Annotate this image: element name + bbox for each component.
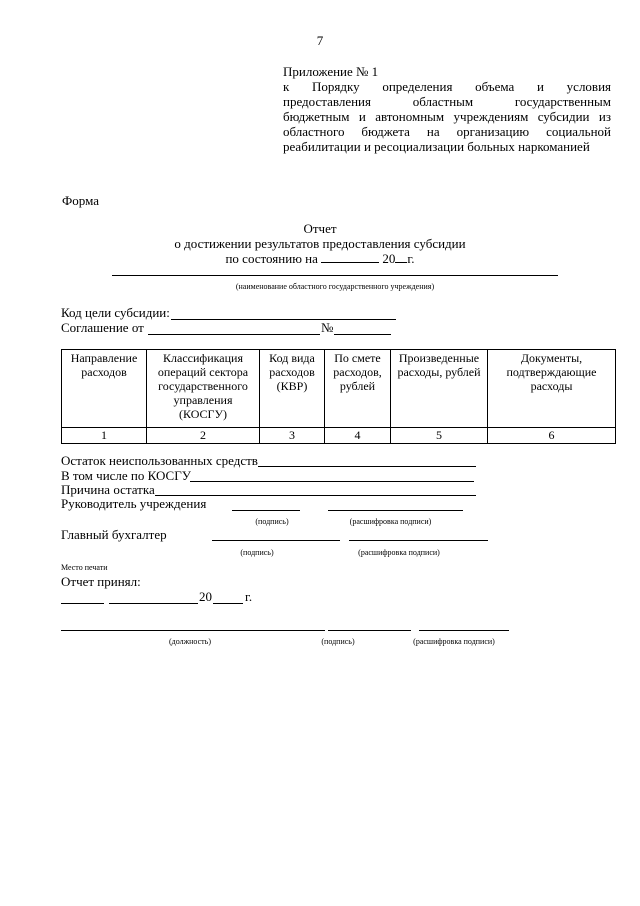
head-signature-caption: (подпись) bbox=[255, 517, 289, 526]
accepted-decryption-field[interactable] bbox=[419, 630, 509, 631]
number-cell: 6 bbox=[488, 428, 616, 444]
subsidy-goal-code-label: Код цели субсидии: bbox=[61, 305, 170, 320]
appendix-block bbox=[283, 64, 611, 154]
agreement-number-field[interactable] bbox=[334, 334, 391, 335]
report-title: Отчет bbox=[303, 221, 337, 236]
date-year-suffix: г. bbox=[407, 251, 415, 266]
accepted-signature-field[interactable] bbox=[328, 630, 411, 631]
header-cell: Произведенные расходы, рублей bbox=[391, 350, 488, 428]
accepted-month-field[interactable] bbox=[109, 603, 198, 604]
appendix-line: предоставления областным государственным bbox=[283, 94, 611, 109]
page-number: 7 bbox=[316, 33, 324, 48]
table-number-row bbox=[62, 428, 616, 444]
header-cell: Код вида расходов (КВР) bbox=[260, 350, 325, 428]
header-cell: Документы, подтверждающие расходы bbox=[488, 350, 616, 428]
institution-name-line[interactable] bbox=[112, 275, 558, 276]
header-cell: Классификация операций сектора государственного управления (КОСГУ) bbox=[147, 350, 260, 428]
date-prefix: по состоянию на bbox=[225, 251, 318, 266]
report-subtitle: о достижении результатов предоставления субсидии bbox=[174, 236, 466, 251]
header-cell: По смете расходов, рублей bbox=[325, 350, 391, 428]
accountant-signature-caption: (подпись) bbox=[240, 548, 274, 557]
accountant-decryption-field[interactable] bbox=[349, 540, 488, 541]
unused-balance-label: Остаток неиспользованных средств bbox=[61, 453, 258, 468]
agreement-from-label: Соглашение от bbox=[61, 320, 144, 335]
expenses-table bbox=[61, 349, 616, 444]
agreement-date-field[interactable] bbox=[148, 334, 320, 335]
appendix-line: бюджетным и автономным учреждениям субсидии из bbox=[283, 109, 611, 124]
head-of-institution-label: Руководитель учреждения bbox=[61, 496, 207, 511]
number-cell: 3 bbox=[260, 428, 325, 444]
appendix-title: Приложение № 1 bbox=[283, 64, 379, 79]
subsidy-goal-code-field[interactable] bbox=[171, 319, 396, 320]
including-kosgu-label: В том числе по КОСГУ bbox=[61, 468, 191, 483]
date-year-field[interactable] bbox=[395, 251, 407, 263]
position-field[interactable] bbox=[61, 630, 325, 631]
date-day-month-field[interactable] bbox=[321, 251, 379, 263]
institution-name-caption: (наименование областного государственного учреждения) bbox=[235, 282, 435, 291]
report-accepted-label: Отчет принял: bbox=[61, 574, 141, 589]
including-kosgu-field[interactable] bbox=[190, 481, 474, 482]
accepted-year-prefix: 20 bbox=[199, 589, 212, 604]
table-header-row bbox=[62, 350, 616, 428]
number-cell: 5 bbox=[391, 428, 488, 444]
number-cell: 2 bbox=[147, 428, 260, 444]
position-caption: (должность) bbox=[169, 637, 211, 646]
appendix-line: к Порядку определения объема и условия bbox=[283, 79, 611, 94]
number-cell: 4 bbox=[325, 428, 391, 444]
seal-place-label: Место печати bbox=[61, 563, 108, 572]
header-cell: Направление расходов bbox=[62, 350, 147, 428]
chief-accountant-label: Главный бухгалтер bbox=[61, 527, 167, 542]
head-decryption-field[interactable] bbox=[328, 510, 463, 511]
appendix-line: областного бюджета на организацию социальной bbox=[283, 124, 611, 139]
head-decryption-caption: (расшифровка подписи) bbox=[349, 517, 432, 526]
form-label: Форма bbox=[62, 193, 99, 208]
accepted-year-suffix: г. bbox=[245, 589, 253, 604]
report-date-line bbox=[0, 251, 640, 267]
accountant-decryption-caption: (расшифровка подписи) bbox=[358, 548, 440, 557]
accepted-year-field[interactable] bbox=[213, 603, 243, 604]
accountant-signature-field[interactable] bbox=[212, 540, 340, 541]
balance-reason-label: Причина остатка bbox=[61, 482, 155, 497]
accepted-day-field[interactable] bbox=[61, 603, 104, 604]
accepted-decryption-caption: (расшифровка подписи) bbox=[413, 637, 495, 646]
head-signature-field[interactable] bbox=[232, 510, 300, 511]
accepted-signature-caption: (подпись) bbox=[321, 637, 355, 646]
appendix-line: реабилитации и ресоциализации больных наркоманией bbox=[283, 139, 590, 154]
number-cell: 1 bbox=[62, 428, 147, 444]
date-year-prefix: 20 bbox=[382, 251, 396, 266]
number-sign: № bbox=[321, 320, 334, 335]
unused-balance-field[interactable] bbox=[258, 466, 476, 467]
